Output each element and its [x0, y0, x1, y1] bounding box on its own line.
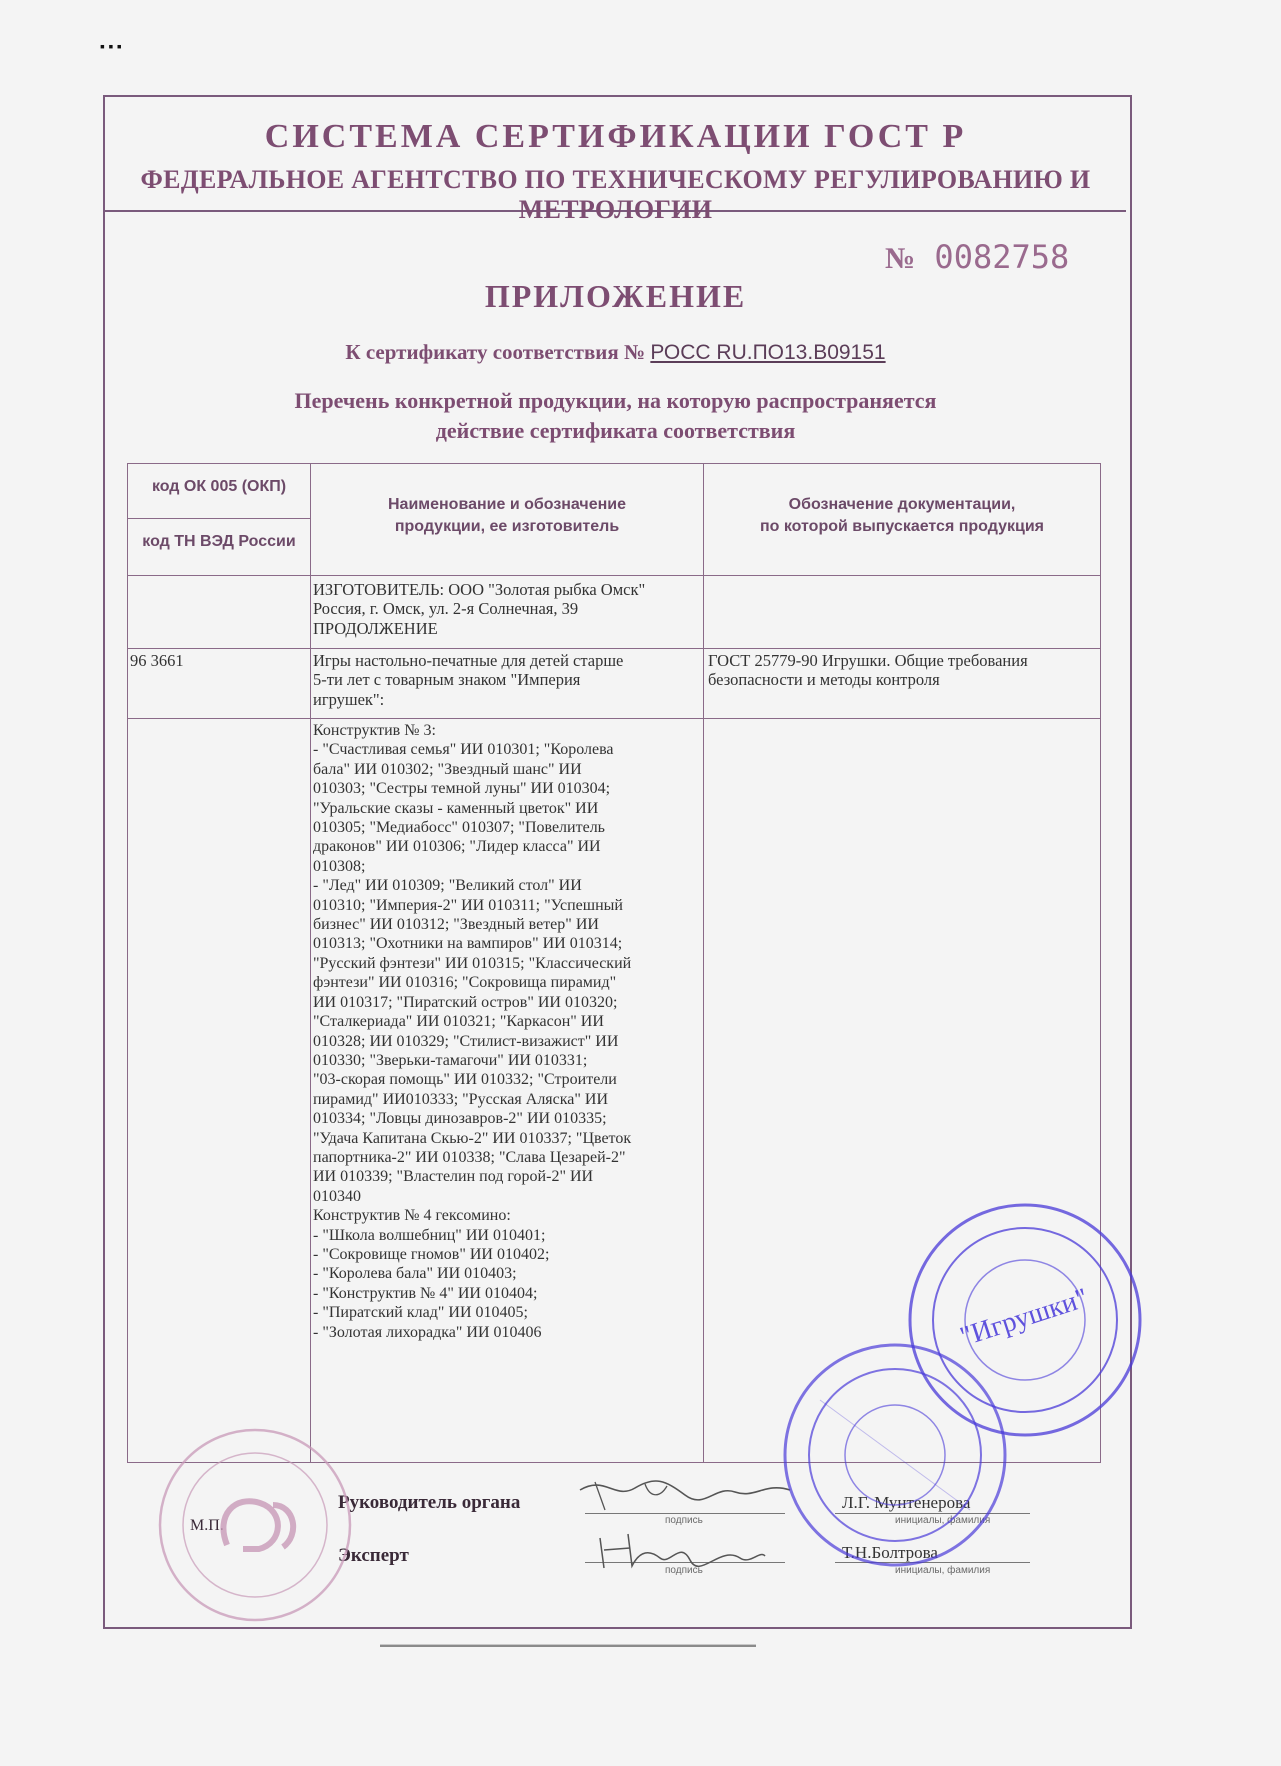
certification-stamp-pink — [155, 1425, 355, 1625]
serial-number — [885, 238, 1069, 276]
head-signature — [575, 1470, 795, 1525]
row1-name: ИЗГОТОВИТЕЛЬ: ООО "Золотая рыбка Омск" Россия, г. Омск, ул. 2-я Солнечная, 39 ПРОДОЛЖЕНИЕ — [313, 580, 646, 638]
form-footer: ▬▬▬▬▬▬▬▬▬▬▬▬▬▬▬▬▬▬▬▬▬▬▬▬▬▬▬▬▬▬▬▬▬▬▬▬▬▬▬▬▬▬▬▬▬▬▬ — [380, 1640, 756, 1649]
head-sign-caption: подпись — [665, 1515, 703, 1526]
agency-name: ФЕДЕРАЛЬНОЕ АГЕНТСТВО ПО ТЕХНИЧЕСКОМУ РЕГУЛИРОВАНИЮ И МЕТРОЛОГИИ — [140, 165, 1091, 224]
list-title-line1: Перечень конкретной продукции, на которую распространяется — [294, 388, 937, 413]
serial-value: 0082758 — [934, 238, 1070, 276]
row2-name: Игры настольно-печатные для детей старше 5-ти лет с товарным знаком "Империя игрушек": — [313, 651, 624, 709]
okp-tnved-divider — [127, 518, 310, 519]
stamp-center-text: "Игрушки" — [956, 1282, 1092, 1353]
row3-name: Конструктив № 3: - "Счастливая семья" ИИ 010301; "Королева бала" ИИ 010302; "Звездный шанс" ИИ 010303; "Сестры темной луны" ИИ 010304; "Уральские сказы - каменный цветок" ИИ 010305; "Медиабосс" 010307; "Повелитель драконов" ИИ 010306; "Лидер класса" ИИ 010308; - "Лед" ИИ 010309; "Великий стол" ИИ 010310; "Империя-2" ИИ 010311; "Успешный бизнес" ИИ 010312; "Звездный ветер" ИИ 010313; "Охотники на вампиров" ИИ 010314; "Русский фэнтези" ИИ 010315; "Классический фэнтези" ИИ 010316; "Сокровища пирамид" ИИ 010317; "Пиратский остров" ИИ 010320; "Сталкериада" ИИ 010321; "Каркасон" ИИ 010328; ИИ 010329; "Стилист-визажист" ИИ 010330; "Зверьки-тамагочи" ИИ 010331; "03-скорая помощь" ИИ 010332; "Строители пирамид" ИИ010333; "Русская Аляска" ИИ 010334; "Ловцы динозавров-2" ИИ 010335; "Удача Капитана Скью-2" ИИ 010337; "Цветок папортника-2" ИИ 010338; "Слава Цезарей-2" ИИ 010339; "Властелин под горой-2" ИИ 010340 Конструктив № 4 гексомино: - "Школа волшебниц" ИИ 010401; - "Сокровище гномов" ИИ 010402; - "Королева бала" ИИ 010403; - "Конструктив № 4" ИИ 010404; - "Пиратский клад" ИИ 010405; - "Золотая лихорадка" ИИ 010406 — [313, 722, 632, 1341]
head-name-caption: инициалы, фамилия — [895, 1515, 991, 1526]
expert-name: Т.Н.Болтрова — [842, 1543, 938, 1562]
head-name: Л.Г. Мунтенерова — [842, 1493, 971, 1512]
header-code-tnved: код ТН ВЭД России — [142, 533, 296, 550]
list-title-line2: действие сертификата соответствия — [435, 418, 796, 443]
col-divider-2 — [703, 463, 704, 1463]
expert-sign-caption: подпись — [665, 1565, 703, 1576]
certificate-ref-number: РОСС RU.ПО13.В09151 — [650, 341, 886, 364]
certificate-reference — [105, 340, 1126, 365]
row-divider-2 — [127, 718, 1101, 719]
mp-label: М.П. — [190, 1517, 224, 1534]
list-title — [105, 386, 1126, 446]
expert-label: Эксперт — [338, 1545, 409, 1566]
appendix-title: ПРИЛОЖЕНИЕ — [484, 278, 747, 314]
system-title: СИСТЕМА СЕРТИФИКАЦИИ ГОСТ Р — [264, 118, 967, 155]
certificate-ref-label: К сертификату соответствия № — [345, 340, 646, 364]
col-divider-1 — [310, 463, 311, 1463]
head-label: Руководитель органа — [338, 1492, 521, 1513]
scan-corner-marks: ▪ ▪ ▪ — [100, 40, 122, 55]
header-bottom-line — [127, 575, 1101, 576]
number-sign: № — [885, 242, 916, 275]
org-stamp-zolotaya-rybka — [780, 1340, 1010, 1570]
row2-doc: ГОСТ 25779-90 Игрушки. Общие требования безопасности и методы контроля — [708, 651, 1028, 690]
header-name-column: Наименование и обозначение продукции, ее изготовитель — [387, 496, 627, 535]
expert-name-caption: инициалы, фамилия — [895, 1565, 991, 1576]
header-doc-column: Обозначение документации, по которой выпускается продукция — [759, 496, 1044, 535]
row-divider-1 — [127, 648, 1101, 649]
expert-signature — [590, 1520, 770, 1575]
header-code-okp: код ОК 005 (ОКП) — [151, 478, 287, 495]
row2-code: 96 3661 — [130, 651, 184, 670]
